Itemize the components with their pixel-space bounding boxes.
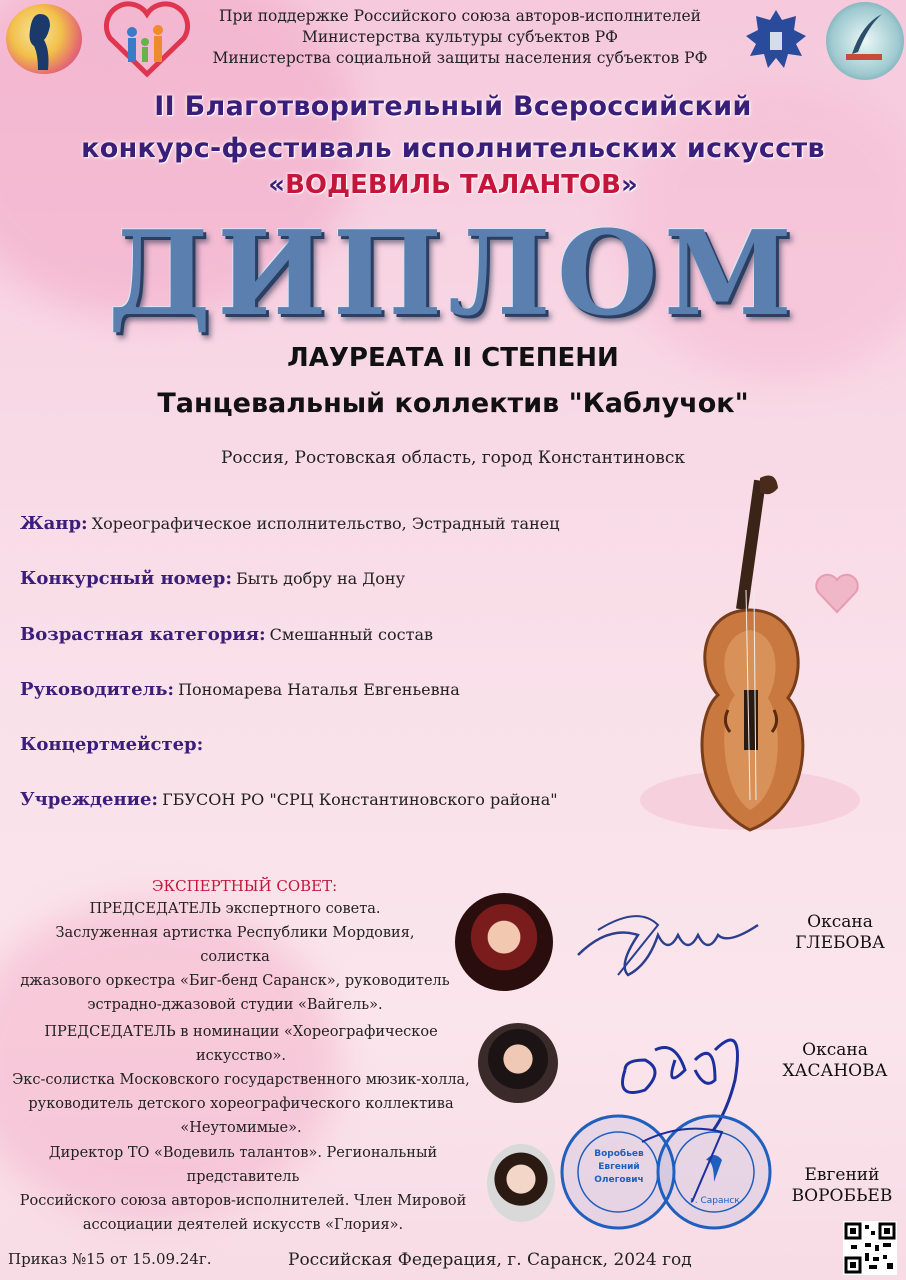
field-value: Смешанный состав <box>269 625 433 644</box>
first-name: Оксана <box>807 912 873 932</box>
field-genre <box>20 513 559 534</box>
sponsor-block <box>180 6 740 69</box>
expert-3-photo <box>487 1144 555 1222</box>
expert-1-photo <box>455 893 553 991</box>
last-name: ХАСАНОВА <box>782 1061 888 1081</box>
sponsor-line: Министерства культуры субъектов РФ <box>301 28 619 46</box>
expert-line: джазового оркестра «Биг-бенд Саранск», руководитель <box>20 973 450 989</box>
eagle-emblem <box>738 2 814 82</box>
expert-2-description <box>8 1020 474 1140</box>
recipient-location: Россия, Ростовская область, город Константиновск <box>220 448 686 468</box>
stamp-line: Олегович <box>594 1175 644 1185</box>
singer-logo <box>6 4 82 74</box>
expert-line: Директор ТО «Водевиль талантов». Региональный представитель <box>48 1145 438 1185</box>
first-name: Оксана <box>802 1040 868 1060</box>
stamp-line: Воробьев <box>594 1149 644 1159</box>
field-label: Жанр: <box>20 513 88 534</box>
sponsor-line: При поддержке Российского союза авторов-исполнителей <box>219 7 701 25</box>
field-accompanist <box>20 734 207 755</box>
quote-open: « <box>268 170 286 200</box>
sponsor-line: Министерства социальной защиты населения субъектов РФ <box>212 49 708 67</box>
festival-name <box>0 170 906 200</box>
place-year: Российская Федерация, г. Саранск, 2024 год <box>288 1250 692 1270</box>
expert-line: руководитель детского хореографического коллектива <box>28 1096 454 1112</box>
expert-line: эстрадно-джазовой студии «Вайгель». <box>87 997 383 1013</box>
stamp-line: Евгений <box>598 1162 640 1172</box>
expert-line: ассоциации деятелей искусств «Глория». <box>82 1217 404 1233</box>
field-label: Конкурсный номер: <box>20 568 232 589</box>
expert-council-title: ЭКСПЕРТНЫЙ СОВЕТ: <box>152 877 338 895</box>
official-stamp <box>556 1112 776 1232</box>
field-institution <box>20 789 558 810</box>
expert-1-signature <box>568 895 788 985</box>
qr-code[interactable] <box>843 1221 897 1275</box>
field-label: Руководитель: <box>20 679 175 700</box>
festival-title <box>0 86 906 170</box>
expert-3-name <box>780 1165 904 1207</box>
field-leader <box>20 679 460 700</box>
first-name: Евгений <box>804 1165 880 1185</box>
recipient-name: Танцевальный коллектив "Каблучок" <box>157 388 749 419</box>
expert-line: Российского союза авторов-исполнителей. Член Мировой <box>19 1193 467 1209</box>
order-number: Приказ №15 от 15.09.24г. <box>8 1250 212 1268</box>
field-number <box>20 568 405 589</box>
expert-line: «Неутомимые». <box>180 1120 302 1136</box>
field-age-category <box>20 624 433 645</box>
last-name: ВОРОБЬЕВ <box>791 1186 893 1206</box>
expert-1-description <box>20 897 450 1017</box>
field-label: Возрастная категория: <box>20 624 266 645</box>
expert-line: ПРЕДСЕДАТЕЛЬ в номинации «Хореографическое искусство». <box>44 1024 438 1064</box>
festival-name-text: ВОДЕВИЛЬ ТАЛАНТОВ <box>285 170 621 200</box>
violin-illustration <box>640 470 880 870</box>
expert-1-name <box>780 912 900 954</box>
expert-3-description <box>4 1141 482 1237</box>
field-value: Пономарева Наталья Евгеньевна <box>178 680 460 699</box>
stamp-city: г. Саранск <box>690 1196 740 1206</box>
expert-2-photo <box>478 1023 558 1103</box>
field-label: Концертмейстер: <box>20 734 204 755</box>
field-value: ГБУСОН РО "СРЦ Константиновского района" <box>162 790 558 809</box>
field-value: Быть добру на Дону <box>235 569 405 588</box>
field-value: Хореографическое исполнительство, Эстрадный танец <box>91 514 560 533</box>
expert-2-name <box>770 1040 900 1082</box>
degree-title: ЛАУРЕАТА II СТЕПЕНИ <box>287 343 619 373</box>
quote-close: » <box>620 170 638 200</box>
expert-line: Экс-солистка Московского государственного мюзик-холла, <box>12 1072 470 1088</box>
quill-logo <box>826 2 904 80</box>
expert-line: ПРЕДСЕДАТЕЛЬ экспертного совета. <box>89 901 381 917</box>
last-name: ГЛЕБОВА <box>795 933 885 953</box>
stamp-center-text <box>590 1148 648 1187</box>
festival-title-line2: конкурс-фестиваль исполнительских искусств <box>81 133 825 164</box>
heart-decoration-icon <box>814 572 860 614</box>
field-label: Учреждение: <box>20 789 159 810</box>
diploma-title: ДИПЛОМ <box>107 206 799 342</box>
expert-line: Заслуженная артистка Республики Мордовия, солистка <box>55 925 415 965</box>
festival-title-line1: II Благотворительный Всероссийский <box>154 91 752 122</box>
